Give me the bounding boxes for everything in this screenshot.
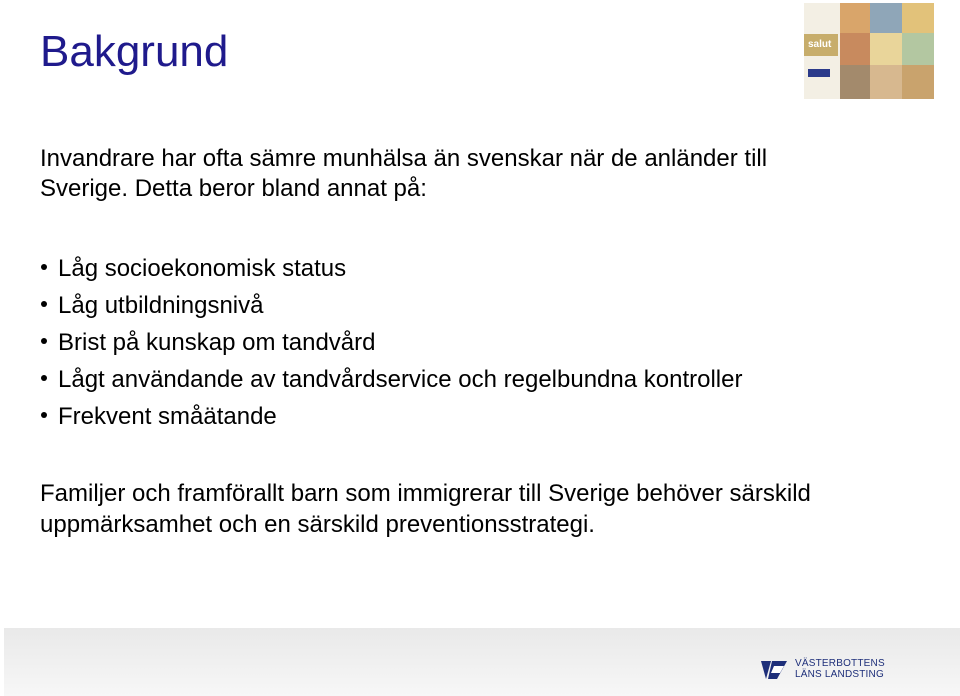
bullet-text: Låg utbildningsnivå	[58, 292, 264, 319]
bullet-item	[40, 361, 742, 398]
bullet-list	[40, 250, 742, 435]
bullet-icon	[41, 375, 47, 381]
logo-line-2: LÄNS LANDSTING	[795, 669, 884, 680]
bullet-icon	[41, 301, 47, 307]
bullet-item	[40, 398, 742, 435]
photo-tile	[902, 65, 934, 99]
bullet-item	[40, 250, 742, 287]
photo-tile	[840, 3, 870, 33]
bullet-icon	[41, 338, 47, 344]
photo-tile	[870, 65, 902, 99]
mini-logo-icon	[808, 69, 830, 77]
photo-tile	[902, 33, 934, 65]
logo-text	[795, 658, 885, 680]
landsting-logo-icon	[760, 658, 788, 682]
photo-tile	[840, 33, 870, 65]
photo-tile	[870, 33, 902, 65]
bullet-item	[40, 324, 742, 361]
intro-text: Invandrare har ofta sämre munhälsa än svenskar när de anländer till Sverige. Detta beror bland annat på:	[40, 145, 768, 202]
salut-cover-thumbnail	[804, 3, 934, 99]
bullet-text: Låg socioekonomisk status	[58, 255, 347, 282]
salut-label: salut	[804, 34, 838, 56]
photo-tile	[902, 3, 934, 33]
vasterbottens-lans-landsting-logo	[760, 656, 890, 686]
bullet-icon	[41, 264, 47, 270]
bullet-text: Lågt användande av tandvårdservice och regelbundna kontroller	[58, 366, 743, 393]
bullet-text: Frekvent småätande	[58, 403, 277, 430]
bullet-icon	[41, 412, 47, 418]
closing-text: Familjer och framförallt barn som immigrerar till Sverige behöver särskild uppmärksamhet och en särskild preventionsstrategi.	[40, 480, 811, 538]
photo-tile	[840, 65, 870, 99]
bullet-text: Brist på kunskap om tandvård	[58, 329, 376, 356]
bullet-item	[40, 287, 742, 324]
slide-title: Bakgrund	[40, 27, 229, 76]
photo-tile	[870, 3, 902, 33]
logo-line-1: VÄSTERBOTTENS	[795, 658, 885, 669]
